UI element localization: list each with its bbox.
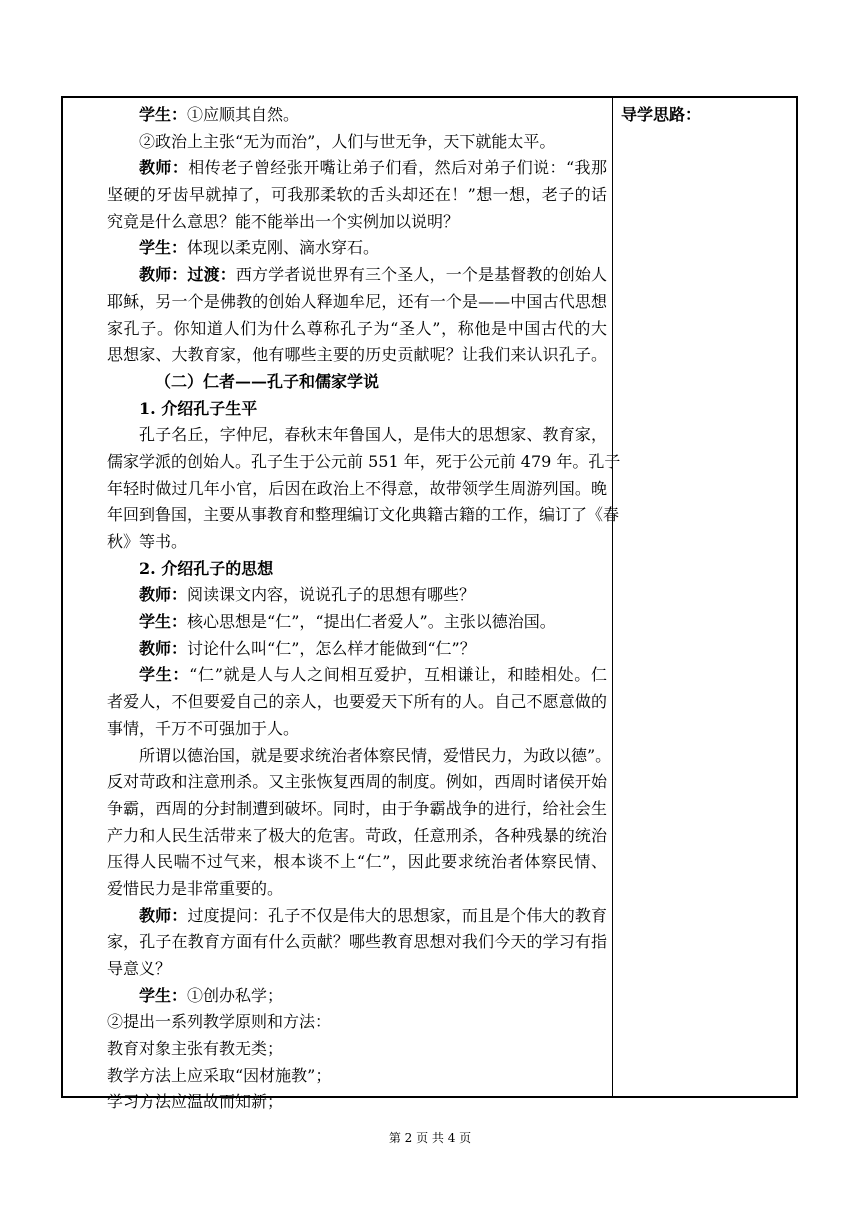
text-line [107, 876, 607, 903]
speaker-label: 学生： [139, 238, 188, 258]
text-line [107, 556, 607, 583]
line-text: 学习方法应温故而知新； [107, 1092, 284, 1112]
line-text: 事情，千万不可强加于人。 [107, 718, 300, 738]
speaker-label: 教师： [139, 585, 188, 605]
text-line [107, 209, 607, 236]
text-line [107, 369, 607, 396]
line-text: 教学方法上应采取“因材施教”； [107, 1065, 332, 1085]
guide-column [621, 102, 791, 129]
line-text: 体现以柔克刚、滴水穿石。 [187, 238, 380, 258]
line-text: 阅读课文内容，说说孔子的思想有哪些？ [187, 585, 476, 605]
line-text: 坚硬的牙齿早就掉了，可我那柔软的舌头却还在！”想一想，老子的话 [107, 185, 607, 205]
line-text: 秋》等书。 [107, 532, 188, 551]
speaker-label: 教师：过渡： [139, 265, 236, 285]
text-line [107, 716, 607, 743]
text-line [107, 689, 607, 716]
text-line [107, 262, 607, 289]
text-line [107, 129, 607, 156]
text-line [107, 636, 607, 663]
text-line [107, 342, 607, 369]
speaker-label: 2. 介绍孔子的思想 [139, 558, 274, 578]
text-line [107, 609, 607, 636]
text-line [107, 796, 607, 823]
text-line [107, 502, 620, 529]
lesson-table [61, 96, 798, 1112]
text-line [107, 1036, 607, 1063]
line-text: 压得人民喘不过气来，根本谈不上“仁”，因此要求统治者体察民情、 [107, 852, 607, 872]
text-line [107, 1063, 607, 1090]
speaker-label: 教师： [139, 158, 189, 178]
line-text: 者爱人，不但要爱自己的亲人，也要爱天下所有的人。自己不愿意做的 [107, 692, 607, 712]
text-line [107, 983, 607, 1010]
line-text: 反对苛政和注意刑杀。又主张恢复西周的制度。例如，西周时诸侯开始 [107, 772, 607, 792]
line-text: 家，孔子在教育方面有什么贡献？哪些教育思想对我们今天的学习有指 [107, 932, 607, 952]
text-line [107, 662, 607, 689]
line-text: 思想家、大教育家，他有哪些主要的历史贡献呢？让我们来认识孔子。 [107, 345, 607, 365]
text-line [107, 823, 607, 850]
page-footer: 第 2 页 共 4 页 [388, 1131, 472, 1145]
text-line [107, 476, 607, 503]
speaker-label: 1. 介绍孔子生平 [139, 398, 258, 418]
line-text: 耶稣，另一个是佛教的创始人释迦牟尼，还有一个是——中国古代思想 [107, 291, 607, 311]
lesson-content [107, 98, 621, 1116]
column-divider [612, 98, 613, 1096]
text-line [107, 743, 612, 770]
text-line [107, 316, 607, 343]
speaker-label: 学生： [139, 985, 188, 1005]
text-line [107, 903, 607, 930]
text-line [107, 929, 607, 956]
text-line [107, 769, 607, 796]
line-text: 讨论什么叫“仁”，怎么样才能做到“仁”？ [187, 638, 476, 658]
text-line [107, 1009, 607, 1036]
line-text: 教育对象主张有教无类； [107, 1039, 284, 1059]
line-text: 家孔子。你知道人们为什么尊称孔子为“圣人”，称他是中国古代的大 [107, 318, 607, 338]
line-text: ②提出一系列教学原则和方法： [107, 1012, 332, 1032]
text-line [107, 1089, 607, 1116]
line-text: 相传老子曾经张开嘴让弟子们看，然后对弟子们说：“我那 [188, 158, 607, 178]
text-line [107, 102, 607, 129]
guide-title: 导学思路： [621, 105, 702, 124]
line-text: 究竟是什么意思？能不能举出一个实例加以说明？ [107, 211, 460, 231]
text-line [107, 422, 607, 449]
line-text: 年轻时做过几年小官，后因在政治上不得意，故带领学生周游列国。晚 [107, 478, 607, 498]
line-text: 所谓以德治国，就是要求统治者体察民情，爱惜民力，为政以德”。 [139, 745, 612, 765]
line-text: 导意义？ [107, 959, 172, 978]
line-text: “仁”就是人与人之间相互爱护，互相谦让，和睦相处。仁 [189, 665, 607, 685]
text-line [107, 396, 607, 423]
speaker-label: 学生： [139, 105, 188, 124]
line-text: ②政治上主张“无为而治”，人们与世无争，天下就能太平。 [139, 131, 556, 151]
speaker-label: 学生： [139, 612, 188, 632]
text-line [107, 449, 621, 476]
line-text: 核心思想是“仁”，“提出仁者爱人”。主张以德治国。 [187, 612, 556, 632]
speaker-label: 教师： [139, 905, 188, 925]
text-line [107, 289, 607, 316]
speaker-label: 学生： [139, 665, 190, 685]
text-line [107, 182, 607, 209]
line-text: 争霸，西周的分封制遭到破坏。同时，由于争霸战争的进行，给社会生 [107, 798, 607, 818]
speaker-label: （二）仁者——孔子和儒家学说 [155, 371, 380, 391]
line-text: 过度提问：孔子不仅是伟大的思想家，而且是个伟大的教育 [187, 905, 607, 925]
text-line [107, 235, 607, 262]
line-text: 孔子名丘，字仲尼，春秋末年鲁国人，是伟大的思想家、教育家， [139, 425, 607, 445]
line-text: ①创办私学； [187, 985, 284, 1005]
line-text: ①应顺其自然。 [187, 105, 300, 124]
line-text: 爱惜民力是非常重要的。 [107, 878, 284, 898]
text-line [107, 582, 607, 609]
line-text: 年回到鲁国，主要从事教育和整理编订文化典籍古籍的工作，编订了《春 [107, 505, 620, 525]
text-line [107, 956, 607, 983]
line-text: 西方学者说世界有三个圣人，一个是基督教的创始人 [235, 265, 607, 285]
speaker-label: 教师： [139, 638, 188, 658]
text-line [107, 849, 607, 876]
text-line [107, 529, 607, 556]
text-line [107, 155, 607, 182]
line-text: 儒家学派的创始人。孔子生于公元前 551 年，死于公元前 479 年。孔子 [107, 451, 621, 471]
line-text: 产力和人民生活带来了极大的危害。苛政，任意刑杀，各种残暴的统治 [107, 825, 607, 845]
